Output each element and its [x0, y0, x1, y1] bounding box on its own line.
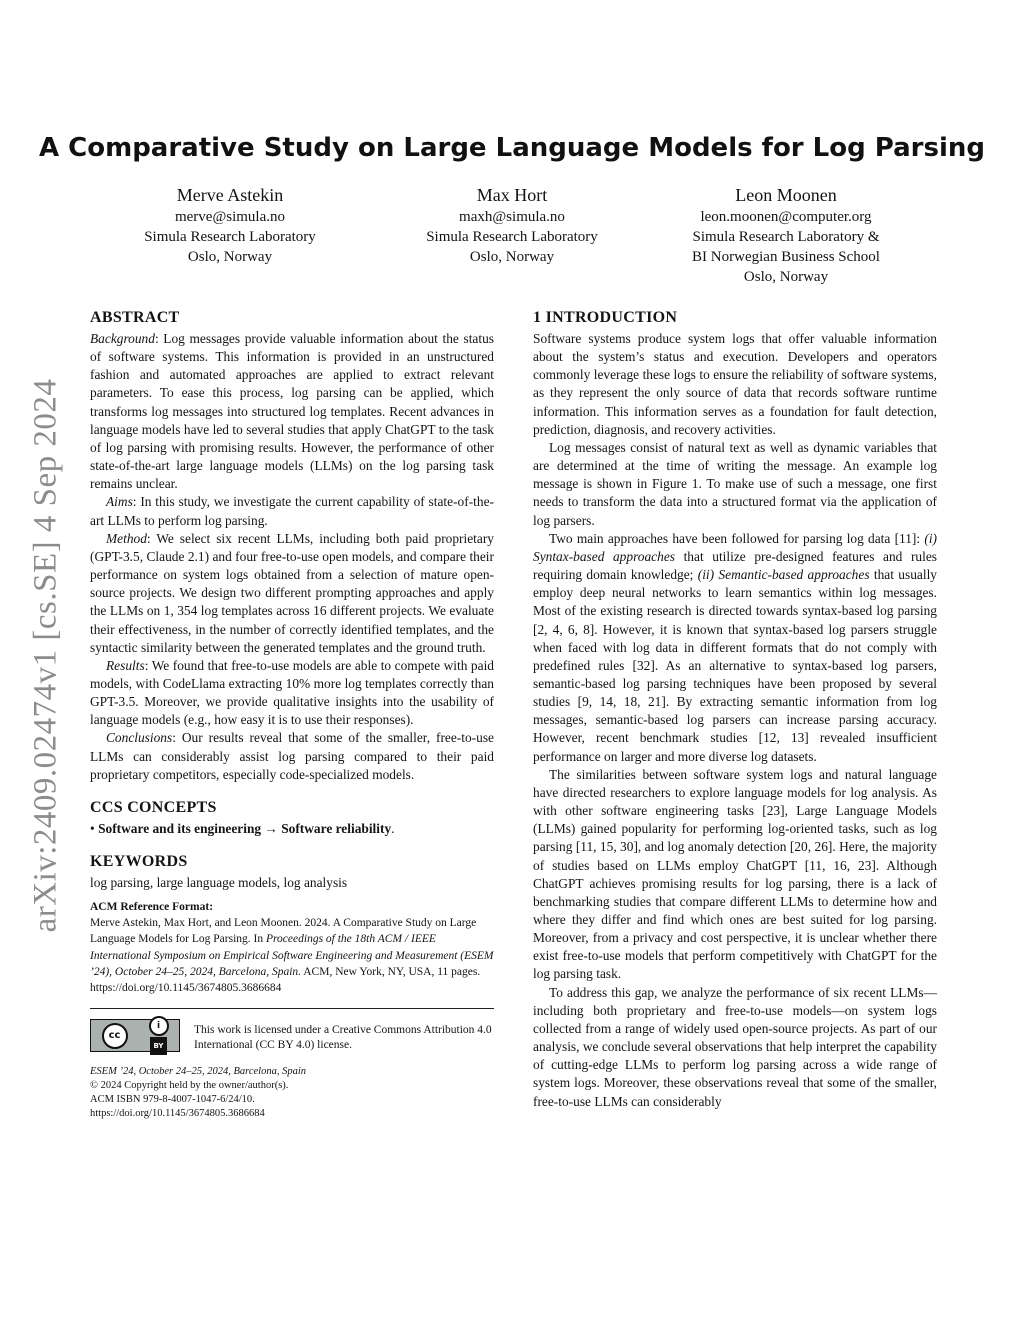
keywords-heading: KEYWORDS: [90, 853, 188, 871]
intro-paragraph-1: Software systems produce system logs that offer valuable information about the system’s status and execution. Developers and operators commonly leverage these logs to ensure the reliability of software systems, as they represent the only source of data that records software runtime information. This information serves as a foundation for fault detection, prediction, diagnosis, and recovery activities.: [533, 331, 937, 437]
footnote-rule: [90, 1008, 494, 1009]
background-label: Background: [90, 331, 155, 346]
ccs-end: .: [391, 820, 395, 836]
by-label: BY: [150, 1037, 166, 1055]
footer-copyright: © 2024 Copyright held by the owner/author(s).: [90, 1080, 289, 1092]
ccs-concepts: [90, 820, 494, 838]
author-2: [372, 183, 652, 267]
results-label: Results: [106, 657, 145, 673]
author-name: Max Hort: [476, 185, 548, 205]
abstract-conclusions: [90, 729, 494, 783]
paper-title: A Comparative Study on Large Language Models for Log Parsing: [38, 133, 986, 163]
footer-conference: ESEM ’24, October 24–25, 2024, Barcelona, Spain: [90, 1066, 306, 1078]
acm-reference-heading: ACM Reference Format:: [90, 901, 214, 914]
author-email: maxh@simula.no: [459, 209, 565, 225]
intro-paragraph-4: The similarities between software system logs and natural language have directed researchers to explore language models for log analysis. As with other software engineering tasks [23], Large Language Models (LLMs) gained popularity for performing log-oriented tasks, such as log parsing [11, 15, 30], and log anomaly detection [20, 26]. Here, the majority of studies based on LLMs employ ChatGPT [11, 16, 23]. Although ChatGPT achieves promising results for log parsing, there is a lack of benchmarking studies that compare different LLMs to determine how and where they differ and find which ones are best suited for log parsing. Moreover, from a privacy and cost perspective, it is unclear whether there exist free-to-use models that perform competitively with ChatGPT for the log parsing task.: [533, 766, 937, 982]
aims-text: : In this study, we investigate the current capability of state-of-the-art LLMs to perform log parsing.: [90, 494, 494, 528]
results-text: : We found that free-to-use models are able to compete with paid models, with CodeLlama extracting 10% more log templates correctly than GPT-3.5. Moreover, we provide qualitative insights into the usability of language models (e.g., how easy it is to use their responses).: [90, 657, 494, 728]
right-column: [533, 308, 937, 1111]
footer-isbn: ACM ISBN 979-8-4007-1047-6/24/10.: [90, 1094, 255, 1106]
acm-ref-authors: Merve Astekin, Max Hort, and Leon Moonen. 2024. A Comparative Study on Large Language Models for Log Parsing. In: [90, 917, 477, 946]
cc-icon: cc: [102, 1023, 128, 1049]
intro-paragraph-3: Two main approaches have been followed for parsing log data [11]: (i) Syntax-based approaches that utilize pre-designed features and rules requiring domain knowledge; (ii) Semantic-based approaches that usually employ deep neural networks to learn semantics within log messages. Most of the existing research is directed towards syntax-based log parsing [2, 4, 6, 8]. However, it is known that syntax-based log parsers struggle when faced with log data in different formats that do not comply with predefined rules [32]. As an alternative to syntax-based log parsers, semantic-based log parsing techniques have been proposed by several studies [9, 14, 18, 21]. By extracting semantic information from log messages, semantic-based log parsers can increase parsing accuracy. However, recent benchmark studies [12, 13] revealed insufficient performance on larger and more diverse log datasets.: [533, 530, 937, 764]
arxiv-side-stamp: [14, 365, 78, 945]
abstract-aims: [90, 493, 494, 529]
author-affiliation: Simula Research Laboratory: [426, 229, 598, 245]
abstract-heading: ABSTRACT: [90, 309, 180, 326]
intro-paragraph-2: Log messages consist of natural text as well as dynamic variables that are determined at the time of writing the message. An example log message is shown in Figure 1. To make use of such a message, one first needs to transform the data into a structured format via the application of log parsers.: [533, 439, 937, 528]
author-name: Merve Astekin: [176, 185, 284, 205]
author-affiliation: Simula Research Laboratory: [144, 229, 316, 245]
author-affiliation: Simula Research Laboratory &: [692, 229, 880, 245]
license-block: [90, 1019, 494, 1053]
background-text: : Log messages provide valuable information about the status of software systems. This information is provided in an unstructured fashion and automated approaches are applied to extract relevant parameters. To ease this process, log parsing can be applied, which transforms log messages into structured log templates. Recent advances in language models have led to several studies that apply ChatGPT to the task of log parsing with promising results. However, the performance of other state-of-the-art large language models (LLMs) on the log parsing task remains unclear.: [90, 331, 494, 492]
ccs-heading: CCS CONCEPTS: [90, 798, 217, 816]
aims-label: Aims: [106, 494, 133, 510]
author-block: [90, 183, 940, 293]
abstract-background: [90, 330, 494, 493]
author-location: Oslo, Norway: [743, 269, 829, 285]
introduction-heading: 1 INTRODUCTION: [533, 309, 678, 326]
acm-ref-venue: Proceedings of the 18th ACM / IEEE International Symposium on Empirical Software Engineering and Measurement (ESEM ’24), October 24–25, 2024, Barcelona, Spain.: [90, 933, 494, 978]
license-text: This work is licensed under a Creative Commons Attribution 4.0 International (CC BY 4.0) license.: [194, 1024, 492, 1052]
intro-paragraph-5: To address this gap, we analyze the performance of six recent LLMs—including both proprietary and free-to-use models—on system logs collected from a range of widely used open-source projects. As part of our analysis, we conclude several observations that help interpret the capability of cutting-edge LLMs to perform log parsing across a wide range of system logs. Moreover, these observations reveal that some of the smaller, free-to-use LLMs can considerably: [533, 984, 937, 1109]
author-3: [646, 183, 926, 287]
author-affiliation-2: BI Norwegian Business School: [692, 249, 880, 265]
keywords-text: log parsing, large language models, log analysis: [90, 875, 348, 891]
author-1: [90, 183, 370, 267]
author-location: Oslo, Norway: [469, 249, 555, 265]
ccs-concept: Software and its engineering → Software reliability: [98, 820, 392, 836]
method-text: : We select six recent LLMs, including both paid proprietary (GPT-3.5, Claude 2.1) and four free-to-use open models, and compare their performance on system logs obtained from a selection of mature open-source projects. We design two different prompting approaches and apply the LLMs on 1, 354 log templates across 16 different projects. We evaluate their effectiveness, in the number of correctly identified templates, and the syntactic similarity between the generated templates and the ground truth.: [90, 530, 494, 655]
footer-info: [90, 1065, 494, 1121]
author-email: merve@simula.no: [174, 209, 286, 225]
person-icon: i: [149, 1016, 169, 1036]
left-column: [90, 308, 494, 1121]
conclusions-text: : Our results reveal that some of the smaller, free-to-use LLMs can considerably assist log parsing compared to their paid proprietary competitors, especially code-specialized models.: [90, 730, 494, 782]
footer-doi: https://doi.org/10.1145/3674805.3686684: [90, 1108, 265, 1120]
cc-by-logo: [90, 1019, 180, 1052]
method-label: Method: [106, 530, 147, 546]
author-location: Oslo, Norway: [187, 249, 273, 265]
author-email: leon.moonen@computer.org: [700, 209, 872, 225]
conclusions-label: Conclusions: [106, 730, 173, 746]
arxiv-identifier: arXiv:2409.02474v1 [cs.SE] 4 Sep 2024: [27, 378, 64, 932]
author-name: Leon Moonen: [735, 185, 837, 205]
abstract-results: [90, 657, 494, 730]
ccs-bullet: •: [90, 820, 95, 836]
acm-reference: [90, 915, 494, 996]
acm-ref-publisher: ACM, New York, NY, USA, 11 pages. https://doi.org/10.1145/3674805.3686684: [90, 965, 481, 995]
abstract-method: [90, 530, 494, 657]
